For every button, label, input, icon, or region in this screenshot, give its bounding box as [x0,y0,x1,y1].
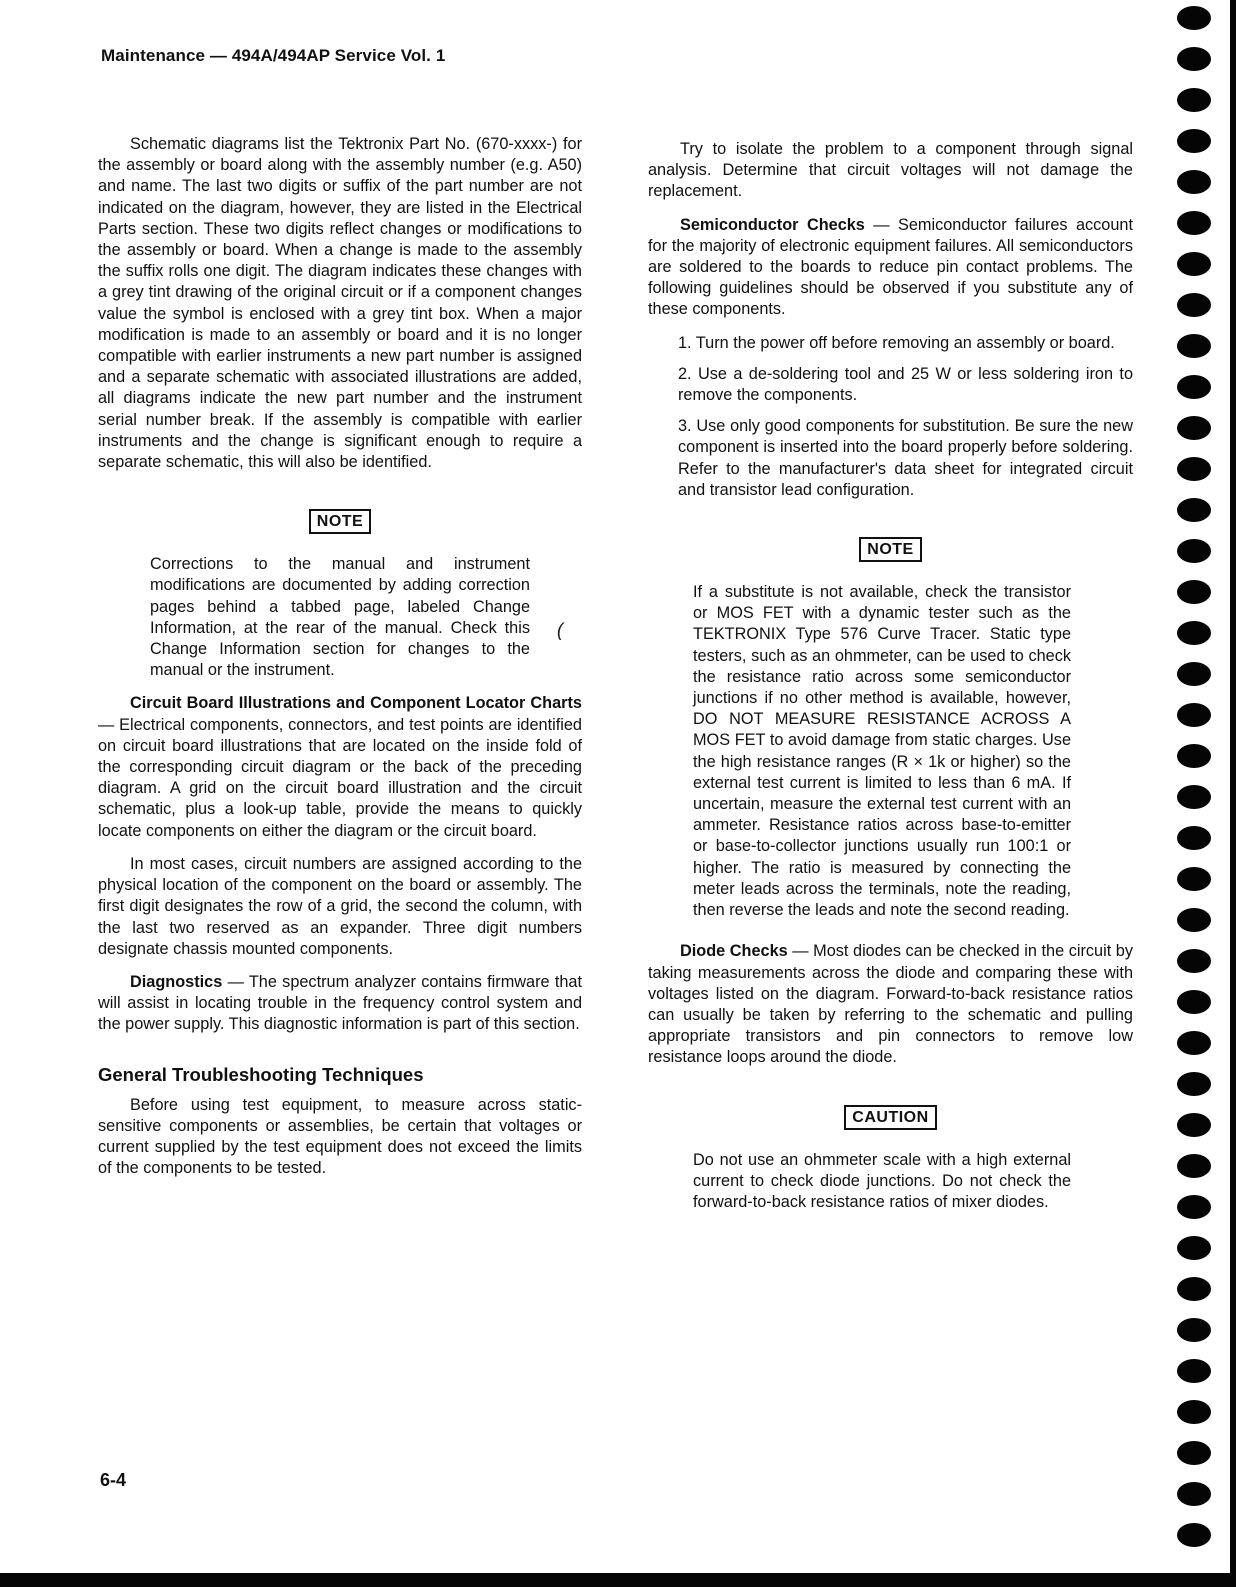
binder-hole [1177,1031,1211,1055]
binder-hole [1177,1482,1211,1506]
caution-text: Do not use an ohmmeter scale with a high external current to check diode junctions. Do not check the forward-to-back resistance ratios of mixer diodes. [693,1150,1071,1211]
circuit-board-text: — Electrical components, connectors, and test points are identified on circuit board illustrations that are located on the inside fold of the corresponding circuit diagram or the back of the preceding diagram. A grid on the circuit board illustration and the circuit schematic, plus a look-up table, provide the means to quickly locate components on either the diagram or the circuit board. [98,715,582,840]
page-number: 6-4 [100,1470,127,1490]
binder-hole [1177,457,1211,481]
caution-label: CAUTION [844,1105,936,1130]
section-heading: General Troubleshooting Techniques [98,1063,424,1085]
right-column [648,139,1133,1225]
binder-hole [1177,703,1211,727]
binder-hole [1177,908,1211,932]
caution-label-wrap [648,1105,1133,1130]
note-label: NOTE [309,509,371,534]
note-label: NOTE [859,537,921,562]
left-column [98,134,582,1192]
binder-hole [1177,1113,1211,1137]
caution-block [693,1150,1071,1214]
diode-text: — Most diodes can be checked in the circuit by taking measurements across the diode and comparing these with voltages listed on the diagram. Forward-to-back resistance ratios can usually be taken by referring to the schematic and pulling appropriate transistors and pin connectors to remove low resistance loops around the diode. [648,942,1133,1067]
binder-hole [1177,1154,1211,1178]
list-item: 2. Use a de-soldering tool and 25 W or less soldering iron to remove the components. [678,364,1133,405]
binder-hole [1177,1195,1211,1219]
diode-runin: Diode Checks [680,942,788,961]
binder-hole [1177,375,1211,399]
binder-hole [1177,785,1211,809]
note-label-wrap [98,509,582,534]
binder-hole [1177,293,1211,317]
semiconductor-text: — Semiconductor failures account for the majority of electronic equipment failures. All semiconductors are soldered to the boards to reduce pin contact problems. The following guidelines should be observed if you substitute any of these components. [648,215,1133,319]
note-block [693,582,1071,921]
binder-hole [1177,47,1211,71]
list-item: 1. Turn the power off before removing an assembly or board. [678,333,1115,352]
binder-hole [1177,1072,1211,1096]
binder-hole [1177,252,1211,276]
binder-hole [1177,211,1211,235]
binder-hole [1177,1277,1211,1301]
binder-hole [1177,334,1211,358]
page-header: Maintenance — 494A/494AP Service Vol. 1 [101,46,446,65]
binder-hole [1177,662,1211,686]
circuit-board-runin: Circuit Board Illustrations and Component Locator Charts [130,694,582,713]
note-label-wrap [648,537,1133,562]
binder-hole [1177,990,1211,1014]
schematic-paragraph: Schematic diagrams list the Tektronix Part No. (670-xxxx-) for the assembly or board along with the assembly number (e.g. A50) and name. The last two digits or suffix of the part number are not indicated on the diagram, however, they are listed in the Electrical Parts section. These two digits reflect changes or modifications to the assembly or board. When a change is made to the assembly the suffix rolls one digit. The diagram indicates these changes with a grey tint drawing of the original circuit or if a component changes value the symbol is enclosed with a grey tint box. When a major modification is made to an assembly or board and it is no longer compatible with earlier instruments a new part number is assigned and a separate schematic with associated illustrations are added, all diagrams indicate the new part number and the instrument serial number break. If the assembly is compatible with earlier instruments and the change is significant enough to require a separate schematic, this will also be identified. [98,135,582,472]
binder-hole [1177,88,1211,112]
binder-hole [1177,129,1211,153]
binder-hole [1177,744,1211,768]
note-block [150,554,530,681]
stray-mark: ( [557,620,563,640]
binder-hole [1177,867,1211,891]
binder-hole [1177,498,1211,522]
semiconductor-runin: Semiconductor Checks [680,215,865,234]
note-text: If a substitute is not available, check the transistor or MOS FET with a dynamic tester such as the TEKTRONIX Type 576 Curve Tracer. Static type testers, such as an ohmmeter, can be used to check the resistance ratio across some semiconductor junctions if no other method is available, however, DO NOT MEASURE RESISTANCE ACROSS A MOS FET to avoid damage from static charges. Use the high resistance ranges (R × 1k or higher) so the external test current is limited to less than 6 mA. If uncertain, measure the external test current with an ammeter. Resistance ratios across base-to-emitter or base-to-collector junctions usually run 100:1 or higher. The ratio is measured by connecting the meter leads across the terminals, note the reading, then reverse the leads and note the second reading. [693,583,1071,920]
diagnostics-paragraph [98,972,582,1036]
binder-hole [1177,1523,1211,1547]
diagnostics-text: — The spectrum analyzer contains firmware that will assist in locating trouble in the frequency control system and the power supply. This diagnostic information is part of this section. [98,972,582,1034]
binder-hole [1177,1400,1211,1424]
note-text: Corrections to the manual and instrument modifications are documented by adding correction pages behind a tabbed page, labeled Change Information, at the rear of the manual. Check this Change Information section for changes to the manual or the instrument. [150,555,530,680]
binder-hole [1177,1359,1211,1383]
binder-hole [1177,580,1211,604]
binder-hole [1177,1318,1211,1342]
semiconductor-paragraph [648,215,1133,321]
list-item: 3. Use only good components for substitution. Be sure the new component is inserted into the board properly before soldering. Refer to the manufacturer's data sheet for integrated circuit and transistor lead configuration. [678,417,1133,499]
guideline-list [648,333,1133,501]
circuit-board-paragraph [98,693,582,841]
binder-hole [1177,416,1211,440]
scan-edge [1230,0,1236,1587]
binder-hole [1177,170,1211,194]
binder-hole [1177,1236,1211,1260]
binder-holes [1177,0,1213,1587]
test-equipment-paragraph: Before using test equipment, to measure across static-sensitive components or assemblies, be certain that voltages or current supplied by the test equipment does not exceed the limits of the components to be tested. [98,1095,582,1178]
binder-hole [1177,1441,1211,1465]
isolate-paragraph: Try to isolate the problem to a component through signal analysis. Determine that circuit voltages will not damage the replacement. [648,140,1133,201]
diagnostics-runin: Diagnostics [130,972,223,991]
circuit-numbers-paragraph: In most cases, circuit numbers are assigned according to the physical location of the component on the board or assembly. The first digit designates the row of a grid, the second the column, with the last two reserved as an expander. Three digit numbers designate chassis mounted components. [98,854,582,958]
scan-bottom-edge [0,1573,1236,1587]
binder-hole [1177,949,1211,973]
binder-hole [1177,6,1211,30]
binder-hole [1177,539,1211,563]
binder-hole [1177,826,1211,850]
binder-hole [1177,621,1211,645]
diode-paragraph [648,941,1133,1068]
